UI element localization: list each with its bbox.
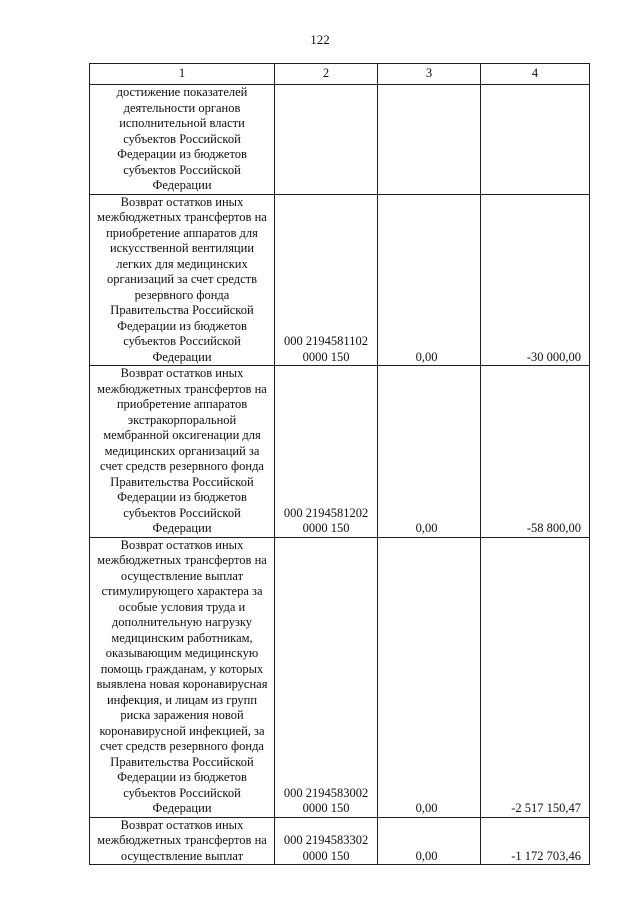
row-value-col4	[481, 85, 590, 195]
row-value-col4: -58 800,00	[481, 366, 590, 538]
table-row	[90, 537, 590, 817]
row-name: Возврат остатков иных межбюджетных трансфертов на осуществление выплат	[90, 817, 275, 865]
row-code: 000 2194583002 0000 150	[275, 537, 378, 817]
column-header-1: 1	[90, 64, 275, 85]
row-code: 000 2194583302 0000 150	[275, 817, 378, 865]
row-value-col3: 0,00	[378, 366, 481, 538]
row-value-col3: 0,00	[378, 817, 481, 865]
table-row	[90, 194, 590, 366]
row-code: 000 2194581202 0000 150	[275, 366, 378, 538]
row-name: достижение показателей деятельности органов исполнительной власти субъектов Российской Федерации из бюджетов субъектов Российской Федерации	[90, 85, 275, 195]
row-value-col4: -2 517 150,47	[481, 537, 590, 817]
column-header-4: 4	[481, 64, 590, 85]
row-code	[275, 85, 378, 195]
row-value-col3: 0,00	[378, 537, 481, 817]
table-row	[90, 366, 590, 538]
table-header-row	[90, 64, 590, 85]
column-header-2: 2	[275, 64, 378, 85]
page-number: 122	[310, 32, 330, 47]
row-value-col3: 0,00	[378, 194, 481, 366]
row-name: Возврат остатков иных межбюджетных трансфертов на осуществление выплат стимулирующего характера за особые условия труда и дополнительную нагрузку медицинским работникам, оказывающим медицинскую помощь гражданам, у которых выявлена новая коронавирусная инфекция, и лицам из групп риска заражения новой коронавирусной инфекцией, за счет средств резервного фонда Правительства Российской Федерации из бюджетов субъектов Российской Федерации	[90, 537, 275, 817]
row-name: Возврат остатков иных межбюджетных трансфертов на приобретение аппаратов экстракорпоральной мембранной оксигенации для медицинских организаций за счет средств резервного фонда Правительства Российской Федерации из бюджетов субъектов Российской Федерации	[90, 366, 275, 538]
column-header-3: 3	[378, 64, 481, 85]
row-value-col3	[378, 85, 481, 195]
row-code: 000 2194581102 0000 150	[275, 194, 378, 366]
budget-table	[89, 63, 590, 865]
row-value-col4: -1 172 703,46	[481, 817, 590, 865]
row-name: Возврат остатков иных межбюджетных трансфертов на приобретение аппаратов для искусственной вентиляции легких для медицинских организаций за счет средств резервного фонда Правительства Российской Федерации из бюджетов субъектов Российской Федерации	[90, 194, 275, 366]
table-row	[90, 817, 590, 865]
table-row	[90, 85, 590, 195]
row-value-col4: -30 000,00	[481, 194, 590, 366]
